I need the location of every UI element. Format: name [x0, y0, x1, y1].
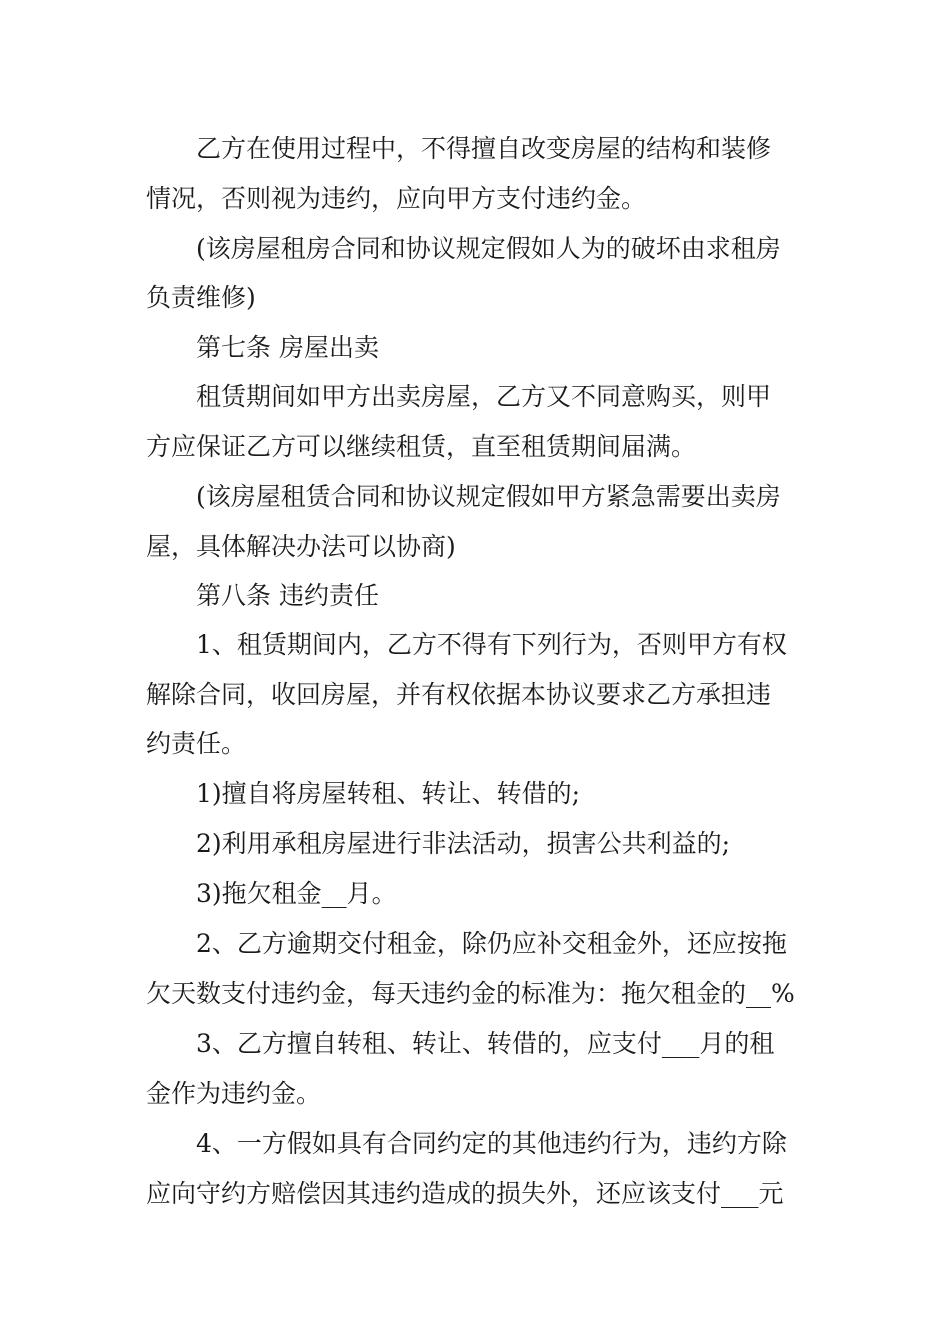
section-heading: 第七条 房屋出卖 — [196, 333, 379, 362]
text-line: 1)擅自将房屋转租、转让、转借的; — [196, 779, 581, 808]
text-line: 应向守约方赔偿因其违约造成的损失外，还应该支付___元 — [146, 1179, 784, 1208]
text-line: 3、乙方擅自转租、转让、转借的，应支付___月的租 — [196, 1029, 775, 1058]
text-line: 屋，具体解决办法可以协商) — [146, 532, 456, 561]
text-line: 约责任。 — [146, 729, 247, 758]
text-line: 解除合同，收回房屋，并有权依据本协议要求乙方承担违 — [146, 680, 772, 709]
text-line: 欠天数支付违约金，每天违约金的标准为：拖欠租金的__% — [146, 979, 795, 1008]
text-line: 2)利用承租房屋进行非法活动，损害公共利益的; — [196, 829, 731, 858]
text-line: 方应保证乙方可以继续租赁，直至租赁期间届满。 — [146, 432, 697, 461]
text-line: (该房屋租房合同和协议规定假如人为的破坏由求租房 — [196, 234, 781, 263]
text-line: 2、乙方逾期交付租金，除仍应补交租金外，还应按拖 — [196, 929, 787, 958]
text-line: 3)拖欠租金__月。 — [196, 879, 397, 908]
text-line: 1、租赁期间内，乙方不得有下列行为，否则甲方有权 — [196, 630, 787, 659]
text-line: (该房屋租赁合同和协议规定假如甲方紧急需要出卖房 — [196, 482, 781, 511]
text-line: 租赁期间如甲方出卖房屋，乙方又不同意购买，则甲 — [196, 382, 772, 411]
text-line: 负责维修) — [146, 283, 256, 312]
text-line: 金作为违约金。 — [146, 1079, 322, 1108]
text-line: 乙方在使用过程中，不得擅自改变房屋的结构和装修 — [196, 134, 772, 163]
text-line: 4、一方假如具有合同约定的其他违约行为，违约方除 — [196, 1129, 787, 1158]
section-heading: 第八条 违约责任 — [196, 581, 379, 610]
text-line: 情况，否则视为违约，应向甲方支付违约金。 — [146, 184, 647, 213]
